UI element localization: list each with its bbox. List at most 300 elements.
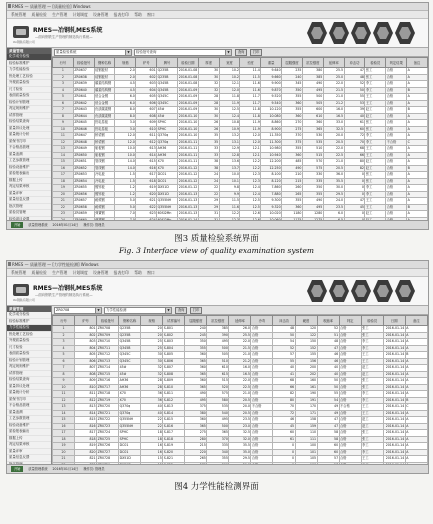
table-cell[interactable]: 12.4 — [219, 113, 240, 120]
table-cell[interactable]: 606 — [136, 100, 157, 107]
table-cell[interactable]: S-821 — [163, 456, 185, 463]
sidebar-item[interactable]: 质量追溯 — [7, 152, 51, 159]
table-cell[interactable]: 9.870 — [261, 87, 282, 94]
table-cell[interactable]: 4.5 — [115, 87, 136, 94]
table-cell[interactable]: 合格 — [251, 436, 273, 443]
table-cell[interactable]: X70 — [119, 397, 141, 404]
table-cell[interactable]: 10.120 — [261, 107, 282, 114]
query-button[interactable]: 查询 — [175, 307, 187, 314]
column-header[interactable]: 炉号 — [75, 316, 97, 326]
table-cell[interactable]: 18 — [53, 436, 75, 443]
menu-item[interactable]: 计划调度 — [72, 12, 88, 17]
table-cell[interactable]: 500 — [207, 423, 229, 430]
table-cell[interactable]: 张工 — [365, 126, 386, 133]
table-cell[interactable]: 15 — [53, 159, 74, 166]
table-cell[interactable]: 张工 — [361, 436, 383, 443]
table-cell[interactable]: 22 — [141, 423, 163, 430]
table-cell[interactable]: 张工 — [365, 120, 386, 127]
table-cell[interactable]: 合格 — [251, 430, 273, 437]
table-cell[interactable]: S-807 — [163, 365, 185, 372]
table-cell[interactable]: 合格 — [339, 391, 361, 398]
table-cell[interactable]: 2016-01-09 — [178, 100, 198, 105]
table-cell[interactable]: A — [405, 358, 427, 365]
table-cell[interactable]: 6.0 — [115, 94, 136, 101]
table-cell[interactable]: A — [405, 339, 427, 346]
table-cell[interactable]: S-818 — [163, 436, 185, 443]
table-cell[interactable]: 21.0 — [229, 352, 251, 359]
column-header[interactable]: 判定结果 — [386, 58, 407, 68]
table-cell[interactable]: 21 — [53, 198, 74, 205]
table-cell[interactable]: 赵工 — [365, 159, 386, 166]
table-cell[interactable]: 6.0 — [323, 211, 344, 218]
table-cell[interactable]: 360 — [185, 365, 207, 372]
table-cell[interactable]: 365 — [185, 384, 207, 391]
table-cell[interactable]: 3 — [53, 339, 75, 346]
table-cell[interactable]: 47 — [344, 68, 365, 75]
table-cell[interactable]: ZR0657 — [73, 198, 94, 205]
table-cell[interactable]: 621 — [136, 198, 157, 205]
table-cell[interactable]: 611 — [136, 133, 157, 140]
table-cell[interactable]: B — [405, 352, 427, 359]
table-cell[interactable]: A — [407, 94, 428, 101]
table-cell[interactable]: 22 — [198, 185, 219, 192]
table-cell[interactable]: 李工 — [361, 397, 383, 404]
table-cell[interactable]: 合格 — [386, 172, 407, 179]
table-cell[interactable]: 10.940 — [261, 152, 282, 159]
table-cell[interactable]: 王工 — [361, 404, 383, 411]
table-cell[interactable]: 335 — [207, 443, 229, 450]
table-cell[interactable]: 58 — [317, 436, 339, 443]
table-cell[interactable]: 535 — [207, 404, 229, 411]
table-cell[interactable]: ZR0659 — [73, 211, 94, 218]
table-cell[interactable]: 1280 — [302, 211, 323, 218]
table-cell[interactable]: 18 — [141, 436, 163, 443]
table-cell[interactable]: Q345C — [119, 358, 141, 365]
table-cell[interactable]: Q345B — [119, 339, 141, 346]
table-cell[interactable]: 49 — [317, 410, 339, 417]
table-cell[interactable]: 54 — [273, 339, 295, 346]
table-cell[interactable]: 张工 — [361, 332, 383, 339]
table-cell[interactable]: B — [407, 87, 428, 94]
table-cell[interactable]: 46 — [317, 352, 339, 359]
table-cell[interactable]: 合格 — [386, 133, 407, 140]
table-cell[interactable]: 818 — [75, 436, 97, 443]
table-cell[interactable]: 70 — [344, 139, 365, 146]
table-cell[interactable]: 12.250 — [261, 165, 282, 172]
table-cell[interactable]: ZR0728 — [97, 456, 119, 463]
table-cell[interactable]: 24 — [198, 172, 219, 179]
table-cell[interactable]: 张工 — [361, 384, 383, 391]
sidebar-item[interactable]: 判定结果审核 — [7, 184, 51, 191]
table-cell[interactable]: 合格 — [251, 332, 273, 339]
table-cell[interactable]: AH36 — [119, 384, 141, 391]
table-cell[interactable]: 2016-01-08 — [178, 81, 198, 85]
table-cell[interactable]: 355 — [282, 94, 303, 101]
table-cell[interactable]: S-811 — [163, 391, 185, 398]
table-cell[interactable]: 2016-01-11 — [178, 159, 198, 163]
table-cell[interactable]: 215 — [185, 443, 207, 450]
table-cell[interactable]: 2016-01-14 — [383, 410, 405, 417]
table-cell[interactable]: 24 — [198, 178, 219, 185]
table-cell[interactable]: 60 — [317, 449, 339, 456]
table-cell[interactable]: A — [407, 113, 428, 120]
table-cell[interactable]: 48 — [344, 74, 365, 81]
table-cell[interactable]: 9.540 — [261, 100, 282, 107]
sidebar-item[interactable]: 热处理工艺检验 — [7, 332, 51, 339]
table-cell[interactable]: 10.0 — [219, 172, 240, 179]
table-cell[interactable]: 36 — [141, 391, 163, 398]
table-cell[interactable]: 12.8 — [219, 152, 240, 159]
table-cell[interactable]: 41 — [273, 371, 295, 378]
table-cell[interactable]: 25.0 — [323, 74, 344, 81]
table-cell[interactable]: 合格 — [251, 352, 273, 359]
table-cell[interactable]: 2016-01-09 — [178, 87, 198, 92]
sidebar-item[interactable]: 工艺参数管理 — [7, 158, 51, 165]
table-cell[interactable]: 70 — [273, 404, 295, 411]
table-cell[interactable]: 365 — [185, 371, 207, 378]
table-cell[interactable]: Q235B — [157, 74, 178, 81]
table-cell[interactable]: 21 — [53, 456, 75, 463]
table-cell[interactable]: A — [407, 191, 428, 198]
table-cell[interactable]: 15 — [53, 417, 75, 424]
table-cell[interactable]: 12.1 — [240, 146, 261, 153]
table-cell[interactable]: 赵工 — [361, 371, 383, 378]
table-cell[interactable]: 2016-01-14 — [383, 332, 405, 339]
table-cell[interactable]: 32 — [141, 371, 163, 378]
table-cell[interactable]: A — [405, 456, 427, 463]
table-cell[interactable]: 0 — [344, 211, 365, 218]
column-header[interactable]: 收缩率 — [317, 316, 339, 326]
table-cell[interactable]: 280 — [185, 436, 207, 443]
table-cell[interactable]: 合格 — [339, 430, 361, 437]
table-cell[interactable]: 13.2 — [219, 133, 240, 140]
sidebar-item[interactable]: 检验标准维护 — [7, 319, 51, 326]
table-cell[interactable]: S-802 — [163, 332, 185, 339]
sidebar-item[interactable]: 判定规则维护 — [7, 106, 51, 113]
table-cell[interactable]: SPHC — [119, 430, 141, 437]
table-cell[interactable]: 10 — [53, 384, 75, 391]
table-cell[interactable]: 22 — [141, 417, 163, 424]
table-cell[interactable]: 120 — [295, 326, 317, 333]
table-cell[interactable]: 2016-01-08 — [178, 68, 198, 72]
table-cell[interactable]: 2016-01-14 — [383, 365, 405, 372]
table-cell[interactable]: 10.2 — [219, 68, 240, 75]
table-cell[interactable]: 1.2 — [115, 191, 136, 198]
table-cell[interactable]: 82 — [344, 165, 365, 172]
table-cell[interactable]: 李工 — [365, 133, 386, 140]
table-cell[interactable]: A — [405, 332, 427, 339]
table-cell[interactable]: 210 — [282, 172, 303, 179]
table-cell[interactable]: 合格 — [386, 211, 407, 218]
table-cell[interactable]: ZR0658 — [73, 204, 94, 211]
table-cell[interactable]: 600 — [302, 107, 323, 114]
table-cell[interactable]: 3 — [53, 81, 74, 88]
table-cell[interactable]: 46 — [317, 358, 339, 365]
table-cell[interactable]: 2016-01-14 — [383, 449, 405, 456]
table-cell[interactable]: 20 — [141, 326, 163, 333]
table-cell[interactable]: 12.5 — [240, 204, 261, 211]
table-cell[interactable]: 合格 — [386, 126, 407, 133]
start-button[interactable]: 开始 — [11, 466, 23, 472]
table-cell[interactable]: 11.6 — [240, 87, 261, 94]
table-cell[interactable]: 22.0 — [323, 146, 344, 153]
table-cell[interactable]: 615 — [207, 371, 229, 378]
table-cell[interactable]: 王工 — [361, 410, 383, 417]
table-cell[interactable]: ZR0650 — [73, 152, 94, 159]
table-cell[interactable]: A — [407, 100, 428, 107]
table-cell[interactable]: 7.860 — [261, 185, 282, 192]
table-cell[interactable]: 808 — [75, 371, 97, 378]
table-cell[interactable]: 11.7 — [240, 100, 261, 107]
table-cell[interactable]: 60 — [344, 126, 365, 133]
table-cell[interactable]: 合格 — [339, 339, 361, 346]
table-cell[interactable]: 515 — [207, 378, 229, 385]
column-header[interactable]: 屈服强度 — [282, 58, 303, 68]
table-cell[interactable]: S-819 — [163, 443, 185, 450]
table-cell[interactable]: 6 — [53, 100, 74, 107]
table-cell[interactable]: 270 — [282, 120, 303, 127]
table-cell[interactable]: 合格 — [386, 100, 407, 107]
table-cell[interactable]: 28 — [141, 378, 163, 385]
column-header[interactable]: 硬度 — [295, 316, 317, 326]
table-cell[interactable]: 385 — [207, 326, 229, 333]
sidebar-item[interactable]: 质量评审 — [7, 191, 51, 198]
table-cell[interactable]: 合格 — [251, 443, 273, 450]
table-cell[interactable]: 820 — [75, 449, 97, 456]
table-cell[interactable]: 161 — [295, 384, 317, 391]
table-cell[interactable]: 45 — [273, 423, 295, 430]
table-cell[interactable]: 111 — [295, 436, 317, 443]
table-cell[interactable]: 10.0 — [115, 146, 136, 153]
table-cell[interactable]: 21.2 — [323, 100, 344, 107]
table-cell[interactable]: 12.2 — [240, 165, 261, 172]
table-cell[interactable]: 11 — [53, 391, 75, 398]
table-cell[interactable]: 340 — [207, 449, 229, 456]
table-cell[interactable]: 490 — [185, 391, 207, 398]
table-cell[interactable]: 合格 — [339, 449, 361, 456]
table-cell[interactable]: 47 — [317, 345, 339, 352]
table-cell[interactable]: Q370q — [119, 410, 141, 417]
table-cell[interactable]: 合格 — [386, 204, 407, 211]
table-cell[interactable]: 66 — [344, 152, 365, 159]
table-cell[interactable]: 2016-01-12 — [178, 185, 198, 189]
table-cell[interactable]: 2016-01-14 — [383, 339, 405, 346]
table-cell[interactable]: 0 — [344, 185, 365, 192]
table-cell[interactable]: 11.350 — [261, 133, 282, 140]
table-cell[interactable]: 801 — [75, 326, 97, 333]
table-cell[interactable]: 20.0 — [323, 133, 344, 140]
table-cell[interactable]: 610 — [207, 365, 229, 372]
table-cell[interactable]: 365 — [185, 423, 207, 430]
table-cell[interactable]: 603 — [136, 81, 157, 88]
table-cell[interactable]: 191 — [295, 397, 317, 404]
table-cell[interactable]: 镀锌板 — [94, 185, 115, 192]
table-cell[interactable]: 13 — [53, 146, 74, 153]
table-cell[interactable]: 李工 — [365, 185, 386, 192]
table-cell[interactable]: 0 — [273, 456, 295, 463]
table-cell[interactable]: 46 — [273, 417, 295, 424]
table-cell[interactable]: A — [407, 152, 428, 159]
query-button[interactable]: 查询 — [235, 49, 247, 56]
table-cell[interactable]: 12.9 — [219, 146, 240, 153]
table-cell[interactable]: 156 — [295, 358, 317, 365]
table-cell[interactable]: 合格 — [339, 443, 361, 450]
table-cell[interactable]: 26 — [198, 120, 219, 127]
column-header[interactable]: 规格 — [115, 58, 136, 68]
table-cell[interactable]: 2016-01-10 — [178, 126, 198, 131]
chevron-down-icon[interactable]: ▼ — [165, 307, 172, 314]
table-cell[interactable]: 811 — [75, 391, 97, 398]
table-cell[interactable]: A — [407, 185, 428, 192]
table-cell[interactable]: 张工 — [361, 326, 383, 333]
table-cell[interactable]: 合格 — [339, 410, 361, 417]
menu-item[interactable]: 生产管理 — [52, 12, 68, 17]
table-cell[interactable]: 9.8 — [219, 185, 240, 192]
column-header[interactable]: 判定 — [339, 316, 361, 326]
table-cell[interactable]: 管线钢 — [94, 165, 115, 172]
table-cell[interactable]: 王工 — [365, 152, 386, 159]
table-cell[interactable]: S-812 — [163, 397, 185, 404]
table-cell[interactable]: 23.0 — [229, 423, 251, 430]
table-cell[interactable]: 30.0 — [323, 185, 344, 192]
sidebar-item[interactable]: 检验结果查询 — [7, 119, 51, 126]
table-cell[interactable]: C — [407, 139, 428, 146]
table-cell[interactable]: 245 — [185, 332, 207, 339]
column-header[interactable]: 日期 — [383, 316, 405, 326]
sidebar-item[interactable]: 表面质量检验 — [7, 93, 51, 100]
table-cell[interactable]: 合格 — [386, 107, 407, 114]
table-cell[interactable]: 200 — [295, 365, 317, 372]
table-cell[interactable]: 2016-01-13 — [178, 198, 198, 202]
table-cell[interactable]: 604 — [136, 87, 157, 94]
column-header[interactable]: 检验日期 — [177, 58, 198, 68]
table-cell[interactable]: 215 — [282, 178, 303, 185]
batch-number-input[interactable]: ZR0708 — [54, 307, 97, 314]
table-cell[interactable]: 12.3 — [240, 178, 261, 185]
sidebar-item[interactable]: 质量异议处理 — [7, 126, 51, 133]
table-cell[interactable]: 23.5 — [323, 204, 344, 211]
table-cell[interactable]: 王工 — [361, 456, 383, 463]
table-cell[interactable]: 2016-01-14 — [383, 352, 405, 359]
table-cell[interactable]: 合格 — [386, 74, 407, 81]
table-cell[interactable]: 11.6 — [219, 204, 240, 211]
table-cell[interactable]: 355 — [207, 456, 229, 463]
table-cell[interactable]: A — [405, 436, 427, 443]
table-cell[interactable]: Q355NH — [157, 198, 178, 205]
table-cell[interactable]: 16.0 — [229, 365, 251, 372]
table-cell[interactable]: 814 — [75, 410, 97, 417]
table-cell[interactable]: 8 — [53, 113, 74, 120]
table-cell[interactable]: 495 — [302, 204, 323, 211]
sidebar-item[interactable]: 试样管理 — [7, 113, 51, 120]
table-cell[interactable]: 14 — [53, 152, 74, 159]
table-cell[interactable]: 500 — [207, 345, 229, 352]
table-cell[interactable]: 1180 — [282, 211, 303, 218]
table-cell[interactable]: 9.660 — [261, 74, 282, 81]
table-cell[interactable]: Q345B — [119, 345, 141, 352]
table-cell[interactable]: 816 — [75, 423, 97, 430]
table-cell[interactable]: 11.8 — [240, 113, 261, 120]
table-cell[interactable]: 16 — [53, 423, 75, 430]
table-cell[interactable]: 40 — [344, 113, 365, 120]
table-cell[interactable]: 495 — [207, 339, 229, 346]
table-cell[interactable]: 12 — [53, 397, 75, 404]
table-cell[interactable]: 80 — [344, 159, 365, 166]
sidebar-item[interactable]: 检验计划管理 — [7, 100, 51, 107]
table-cell[interactable]: 21.0 — [323, 159, 344, 166]
table-cell[interactable]: 47 — [344, 198, 365, 205]
table-cell[interactable]: ZR0719 — [97, 397, 119, 404]
table-cell[interactable]: 8 — [53, 371, 75, 378]
table-cell[interactable]: 330 — [302, 172, 323, 179]
table-cell[interactable]: 159 — [295, 423, 317, 430]
table-cell[interactable]: ZR0654 — [73, 178, 94, 185]
table-cell[interactable]: 2016-01-14 — [383, 345, 405, 352]
table-cell[interactable]: 4 — [53, 87, 74, 94]
table-cell[interactable]: 不合格 — [339, 404, 361, 411]
sidebar-item[interactable]: 试样管理 — [7, 371, 51, 378]
table-cell[interactable]: ZR0712 — [97, 352, 119, 359]
table-cell[interactable]: A — [407, 120, 428, 127]
table-cell[interactable]: 管线钢 — [94, 159, 115, 166]
table-cell[interactable]: 535 — [302, 139, 323, 146]
table-cell[interactable]: 合格 — [386, 191, 407, 198]
table-cell[interactable]: 2016-01-10 — [178, 120, 198, 124]
table-cell[interactable]: A — [407, 126, 428, 133]
table-cell[interactable]: ZR0646 — [73, 126, 94, 133]
menu-item[interactable]: 质量检验 — [31, 270, 47, 275]
table-cell[interactable]: 9.320 — [261, 204, 282, 211]
table-cell[interactable]: 48 — [317, 339, 339, 346]
table-cell[interactable]: 45# — [119, 365, 141, 372]
table-cell[interactable]: 610 — [136, 126, 157, 133]
table-cell[interactable]: 张工 — [365, 178, 386, 185]
table-cell[interactable]: 613 — [136, 146, 157, 153]
table-cell[interactable]: B — [405, 397, 427, 404]
table-cell[interactable]: 22 — [53, 204, 74, 211]
table-cell[interactable]: 合格 — [386, 81, 407, 88]
table-cell[interactable]: 25.5 — [229, 332, 251, 339]
table-cell[interactable]: 360 — [185, 352, 207, 359]
table-cell[interactable]: 2016-01-14 — [383, 384, 405, 391]
table-cell[interactable]: 58 — [317, 430, 339, 437]
table-cell[interactable]: 王工 — [365, 198, 386, 205]
table-cell[interactable]: 813 — [75, 404, 97, 411]
table-cell[interactable]: 12.200 — [261, 159, 282, 166]
table-cell[interactable]: 合格 — [339, 358, 361, 365]
table-cell[interactable]: 21.2 — [229, 358, 251, 365]
table-cell[interactable]: 32.0 — [229, 436, 251, 443]
table-cell[interactable]: 合格 — [339, 417, 361, 424]
table-cell[interactable]: 合格 — [386, 87, 407, 94]
table-cell[interactable]: 11.9 — [240, 120, 261, 127]
table-cell[interactable]: 合格 — [386, 185, 407, 192]
table-cell[interactable]: 51 — [317, 332, 339, 339]
table-cell[interactable]: ZR0638 — [73, 74, 94, 81]
table-cell[interactable]: 王工 — [365, 94, 386, 101]
table-cell[interactable]: 580 — [207, 397, 229, 404]
table-cell[interactable]: Q345C — [157, 94, 178, 101]
column-header[interactable]: 检验员 — [365, 58, 386, 68]
sidebar-item[interactable]: 数据上传 — [7, 436, 51, 443]
table-cell[interactable]: A — [405, 391, 427, 398]
table-cell[interactable]: 合格 — [339, 326, 361, 333]
table-cell[interactable]: 45# — [119, 371, 141, 378]
table-cell[interactable]: 30 — [198, 74, 219, 81]
table-cell[interactable]: 575 — [207, 391, 229, 398]
table-cell[interactable]: 275 — [282, 126, 303, 133]
table-cell[interactable]: 13 — [53, 404, 75, 411]
